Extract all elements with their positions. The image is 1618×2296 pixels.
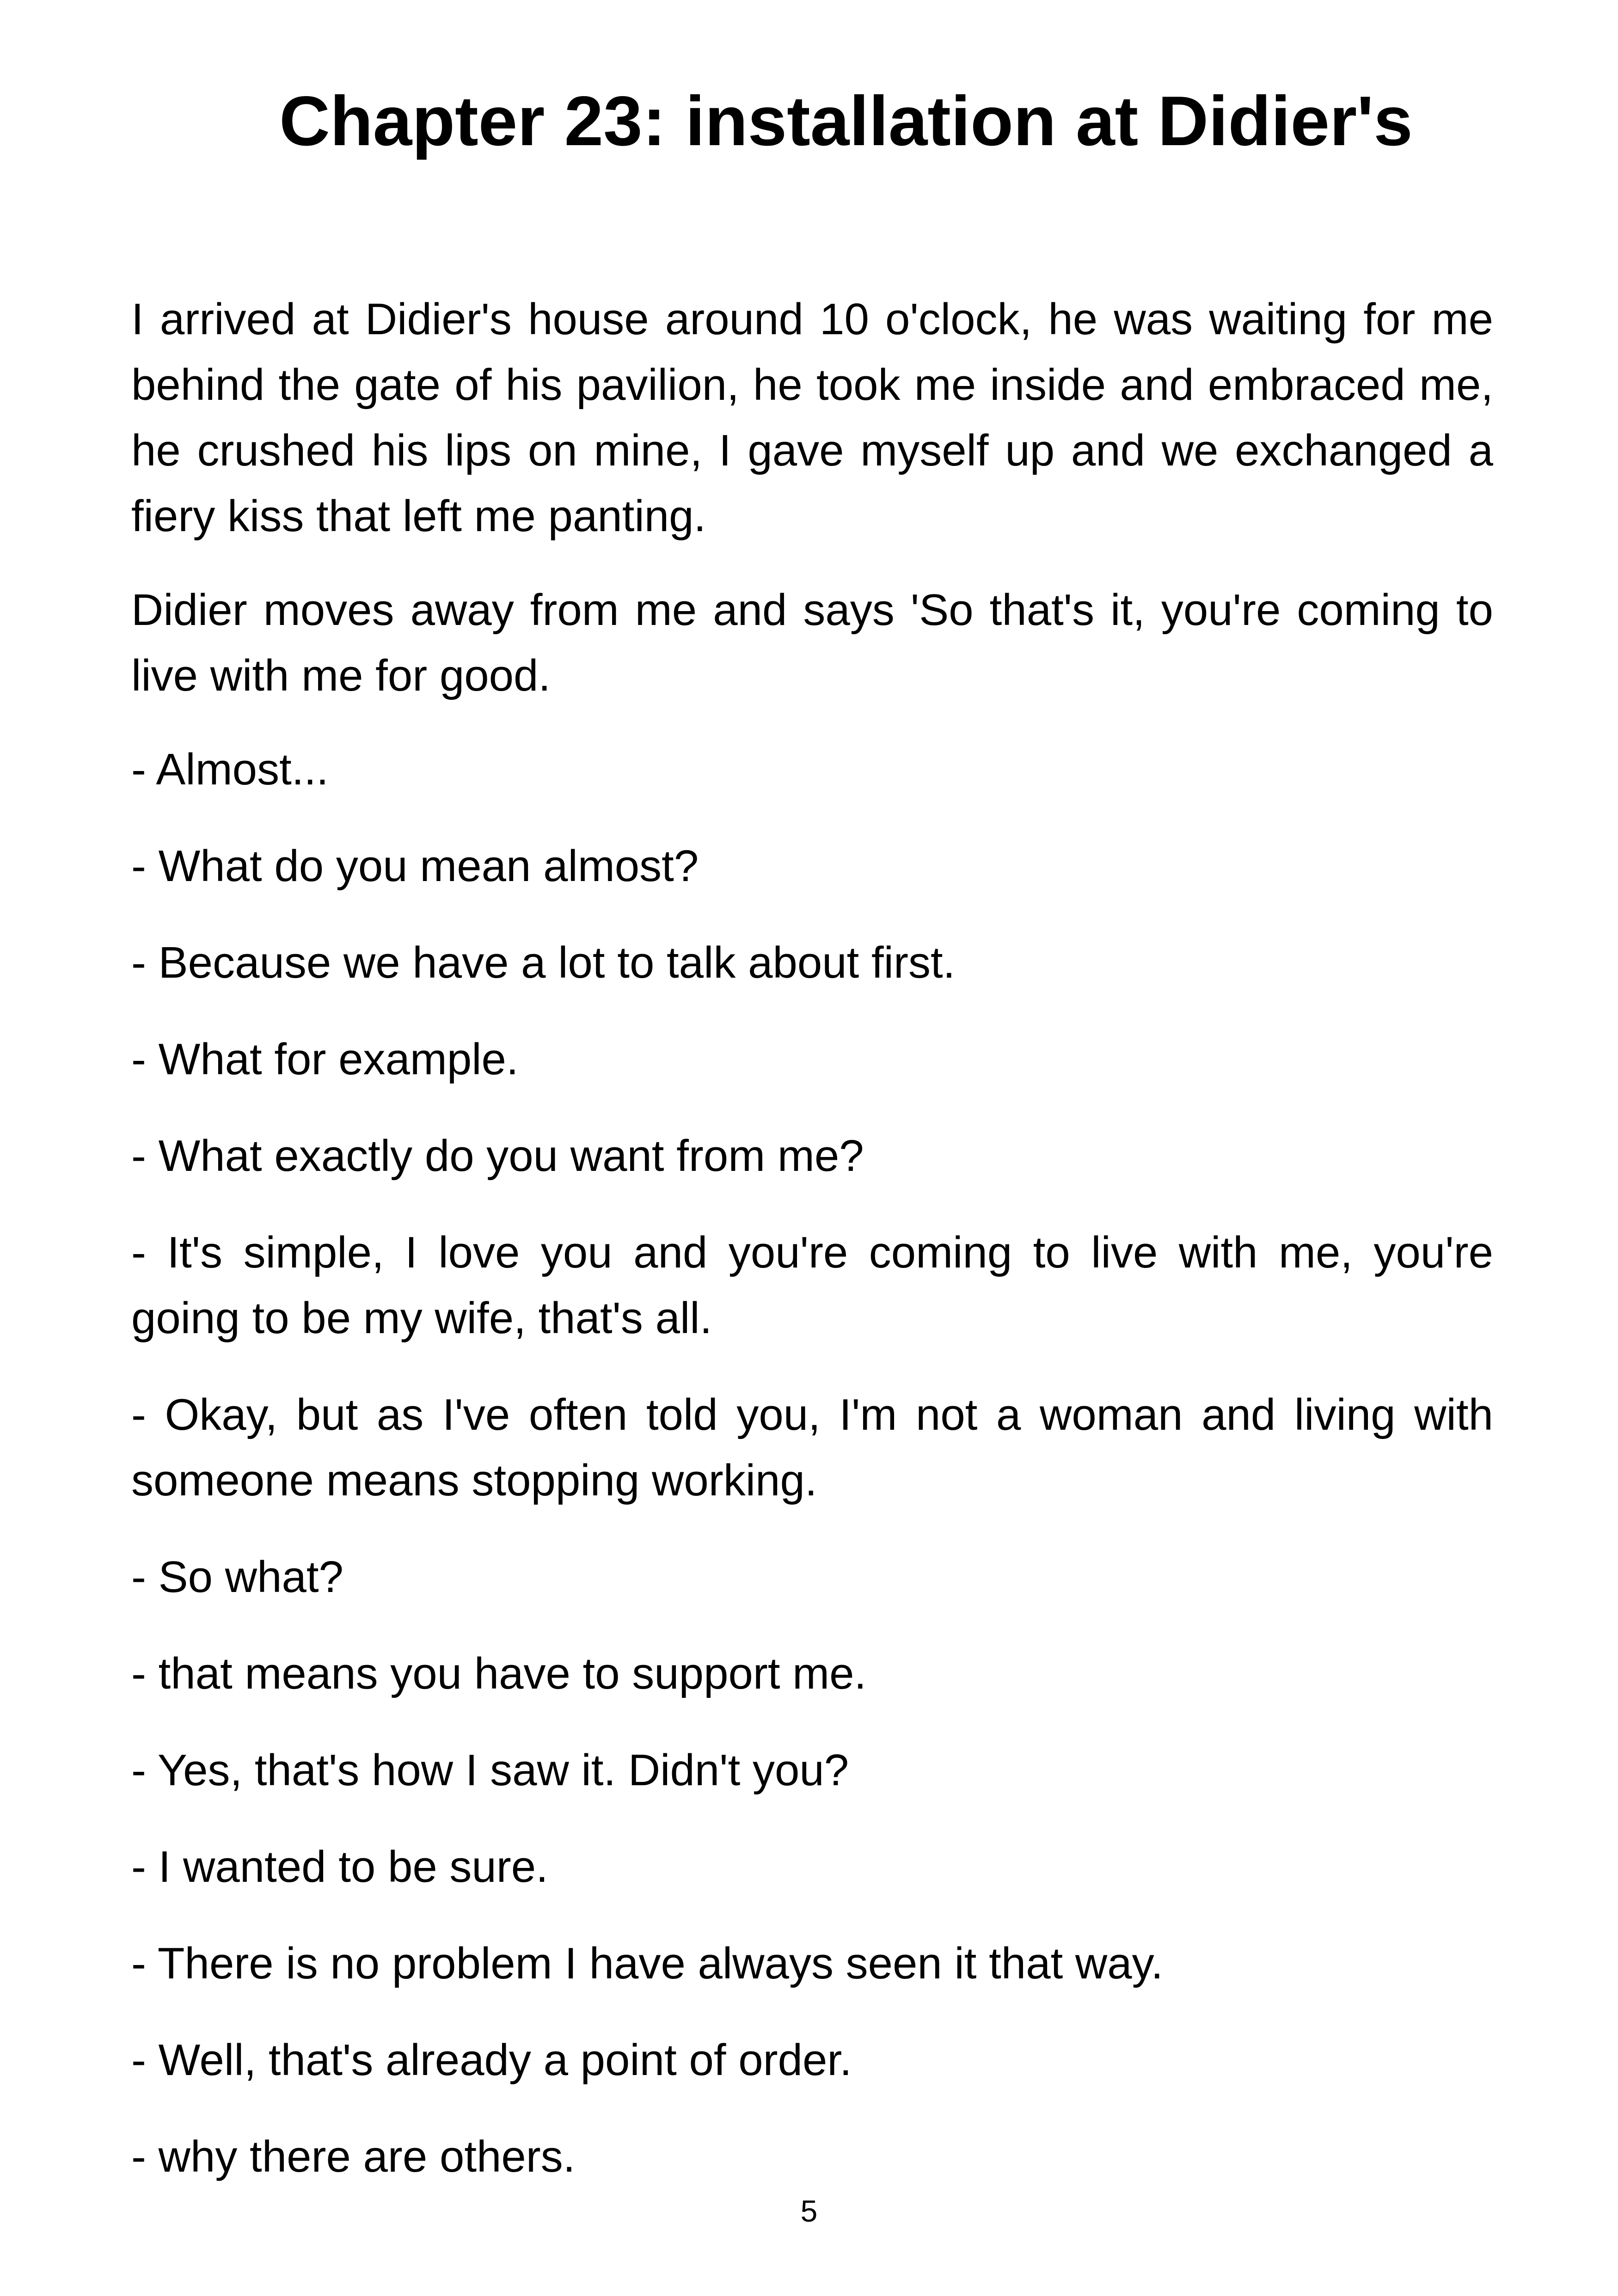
- dialogue-line: - Okay, but as I've often told you, I'm not a woman and living with someone means stopping working.: [131, 1390, 1493, 1505]
- dialogue-line: - It's simple, I love you and you're coming to live with me, you're going to be my wife, that's all.: [131, 1228, 1493, 1343]
- dialogue-line: - Well, that's already a point of order.: [131, 2035, 852, 2085]
- page-number: 5: [800, 2194, 818, 2228]
- dialogue-line: - There is no problem I have always seen it that way.: [131, 1939, 1164, 1988]
- dialogue-line: - Almost...: [131, 745, 329, 794]
- dialogue-line: - I wanted to be sure.: [131, 1842, 548, 1892]
- chapter-body: [131, 287, 1493, 2221]
- dialogue-line: - Because we have a lot to talk about first.: [131, 938, 956, 987]
- dialogue-line: - What for example.: [131, 1035, 519, 1084]
- paragraph: I arrived at Didier's house around 10 o'clock, he was waiting for me behind the gate of his pavilion, he took me inside and embraced me, he crushed his lips on mine, I gave myself up and we exchanged a fiery kiss that left me panting.: [131, 294, 1493, 541]
- dialogue-line: - that means you have to support me.: [131, 1649, 867, 1698]
- dialogue-line: - What exactly do you want from me?: [131, 1131, 864, 1181]
- dialogue-line: - why there are others.: [131, 2132, 576, 2181]
- chapter-title: Chapter 23: installation at Didier's: [279, 82, 1413, 160]
- dialogue-line: - So what?: [131, 1552, 343, 1602]
- dialogue-line: - Yes, that's how I saw it. Didn't you?: [131, 1745, 849, 1795]
- dialogue-line: - What do you mean almost?: [131, 841, 699, 891]
- paragraph: Didier moves away from me and says 'So that's it, you're coming to live with me for good.: [131, 585, 1493, 700]
